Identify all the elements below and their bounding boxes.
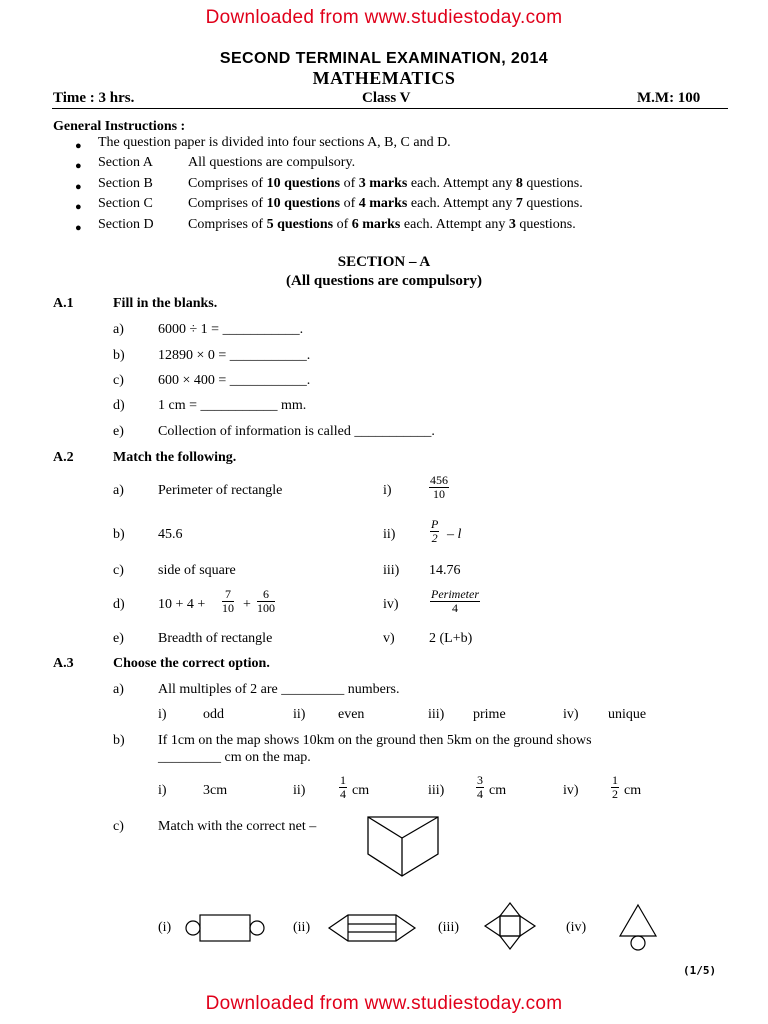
fraction-456-10 [429, 474, 449, 501]
option-roman: iv) [563, 707, 579, 722]
download-banner-top[interactable]: Downloaded from www.studiestoday.com [205, 7, 563, 28]
option-text: odd [203, 707, 224, 722]
section-d-attempt: 3 [508, 217, 516, 232]
fraction-denominator: 2 [612, 787, 618, 801]
section-c-attempt: 7 [515, 196, 523, 211]
match-left-item: 45.6 [158, 527, 183, 542]
section-b-pre: Comprises of [188, 176, 267, 191]
fill-blank-item: 600 × 400 = ___________. [158, 373, 311, 388]
section-c-label: Section C [98, 196, 153, 211]
fraction-numerator: Perimeter [431, 587, 479, 601]
fraction-6-100 [257, 588, 275, 615]
fraction-3-4 [476, 774, 484, 801]
fraction-7-10 [222, 588, 234, 615]
fill-blank-item: 6000 ÷ 1 = ___________. [158, 322, 304, 337]
section-d-text [188, 217, 576, 233]
bullet-icon: ● [75, 201, 82, 213]
fraction-1-2 [611, 774, 619, 801]
match-left-item: Perimeter of rectangle [158, 483, 283, 498]
section-d-marks: 6 marks [351, 217, 401, 232]
option-text: 3cm [203, 783, 228, 798]
section-b-marks: 3 marks [358, 176, 408, 191]
section-b-label: Section B [98, 176, 153, 191]
fraction-denominator: 10 [433, 487, 445, 501]
match-roman: i) [383, 483, 392, 498]
fraction-denominator: 4 [340, 787, 346, 801]
item-label: e) [113, 424, 124, 439]
section-a-label: Section A [98, 155, 153, 170]
fill-blank-item: 12890 × 0 = ___________. [158, 348, 311, 363]
fraction-denominator: 4 [451, 601, 458, 615]
bullet-icon: ● [75, 160, 82, 172]
section-c-post: questions. [522, 196, 583, 211]
fraction-p-2 [430, 518, 439, 545]
item-label: b) [113, 733, 125, 748]
item-label: d) [113, 398, 125, 413]
section-c-questions: 10 questions [266, 196, 341, 211]
section-d-label: Section D [98, 217, 154, 232]
option-roman: iii) [428, 707, 445, 722]
fraction-denominator: 2 [431, 531, 438, 545]
section-b-questions: 10 questions [266, 176, 341, 191]
item-label: c) [113, 819, 124, 834]
match-right-item: 14.76 [429, 563, 461, 578]
section-d-post: questions. [515, 217, 576, 232]
section-d-mid2: each. Attempt any [400, 217, 509, 232]
item-label: a) [113, 322, 124, 337]
net-option-label: (i) [158, 920, 172, 935]
fraction-denominator: 10 [222, 601, 234, 615]
fraction-numerator: 6 [257, 588, 275, 602]
match-roman: iv) [383, 597, 399, 612]
section-d-questions: 5 questions [266, 217, 334, 232]
fraction-numerator: 1 [340, 773, 346, 787]
section-c-marks: 4 marks [358, 196, 408, 211]
section-b-mid: of [340, 176, 359, 191]
option-roman: ii) [293, 707, 306, 722]
question-number: A.1 [53, 296, 74, 311]
section-c-mid2: each. Attempt any [407, 196, 516, 211]
option-roman: i) [158, 783, 167, 798]
instructions-heading: General Instructions : [53, 119, 186, 134]
option-text: prime [473, 707, 506, 722]
net-option-ii-figure [326, 910, 418, 946]
question-number: A.2 [53, 450, 74, 465]
fraction-denominator: 100 [257, 601, 275, 615]
item-label: d) [113, 597, 125, 612]
unit-label: cm [352, 783, 370, 798]
mcq-question-cont: _________ cm on the map. [158, 750, 311, 765]
fraction-numerator: 3 [477, 773, 483, 787]
fraction-perimeter-4 [430, 588, 480, 615]
fill-blank-item: Collection of information is called ___________. [158, 424, 435, 439]
class-label: Class V [362, 90, 411, 106]
match-left-expression: 10 + 4 + [158, 597, 206, 612]
plus-sign: + [243, 597, 251, 612]
option-roman: ii) [293, 783, 306, 798]
item-label: b) [113, 348, 125, 363]
bullet-icon: ● [75, 140, 82, 152]
net-option-iii-figure [482, 900, 538, 952]
option-roman: i) [158, 707, 167, 722]
match-left-item: Breadth of rectangle [158, 631, 273, 646]
section-c-pre: Comprises of [188, 196, 267, 211]
item-label: c) [113, 563, 124, 578]
section-a-subtitle: (All questions are compulsory) [286, 273, 482, 289]
fraction-tail: – l [447, 527, 462, 542]
question-heading: Fill in the blanks. [113, 296, 218, 311]
net-option-label: (iv) [566, 920, 587, 935]
time-label: Time : 3 hrs. [53, 90, 135, 106]
item-label: a) [113, 483, 124, 498]
mcq-question: All multiples of 2 are _________ numbers. [158, 682, 400, 697]
section-c-mid: of [340, 196, 359, 211]
match-right-item: 2 (L+b) [429, 631, 473, 646]
fraction-numerator: 1 [612, 773, 618, 787]
page-number: (1/5) [683, 964, 717, 977]
bullet-icon: ● [75, 181, 82, 193]
option-text: even [338, 707, 365, 722]
bullet-icon: ● [75, 222, 82, 234]
section-b-attempt: 8 [515, 176, 523, 191]
fraction-denominator: 4 [477, 787, 483, 801]
fraction-numerator: P [431, 517, 439, 531]
question-heading: Choose the correct option. [113, 656, 270, 671]
subject-title: MATHEMATICS [312, 68, 456, 88]
item-label: b) [113, 527, 125, 542]
net-option-i-figure [183, 910, 267, 946]
header-rule [52, 108, 728, 109]
mcq-question: If 1cm on the map shows 10km on the ground then 5km on the ground shows [158, 733, 592, 748]
section-a-text: All questions are compulsory. [188, 155, 356, 170]
section-d-pre: Comprises of [188, 217, 267, 232]
match-roman: ii) [383, 527, 396, 542]
section-c-text [188, 196, 583, 212]
fraction-numerator: 456 [430, 473, 448, 487]
fill-blank-item: 1 cm = ___________ mm. [158, 398, 307, 413]
instruction-line-1: The question paper is divided into four sections A, B, C and D. [98, 135, 451, 150]
net-option-iv-figure [614, 902, 662, 954]
unit-label: cm [624, 783, 642, 798]
item-label: e) [113, 631, 124, 646]
max-marks-label: M.M: 100 [637, 90, 701, 106]
match-roman: v) [383, 631, 395, 646]
exam-title: SECOND TERMINAL EXAMINATION, 2014 [219, 50, 549, 67]
option-text: unique [608, 707, 647, 722]
net-option-label: (ii) [293, 920, 311, 935]
net-option-label: (iii) [438, 920, 459, 935]
download-banner-bottom[interactable]: Downloaded from www.studiestoday.com [205, 993, 563, 1014]
section-d-mid: of [333, 217, 352, 232]
match-left-item: side of square [158, 563, 236, 578]
triangular-prism-figure [362, 812, 444, 880]
option-roman: iv) [563, 783, 579, 798]
item-label: a) [113, 682, 124, 697]
fraction-numerator: 7 [222, 588, 234, 602]
match-roman: iii) [383, 563, 400, 578]
fraction-1-4 [339, 774, 347, 801]
item-label: c) [113, 373, 124, 388]
section-b-mid2: each. Attempt any [407, 176, 516, 191]
question-heading: Match the following. [113, 450, 237, 465]
unit-label: cm [489, 783, 507, 798]
section-b-text [188, 176, 583, 192]
mcq-question: Match with the correct net – [158, 819, 317, 834]
question-number: A.3 [53, 656, 74, 671]
option-roman: iii) [428, 783, 445, 798]
section-a-title: SECTION – A [337, 254, 431, 270]
section-b-post: questions. [522, 176, 583, 191]
